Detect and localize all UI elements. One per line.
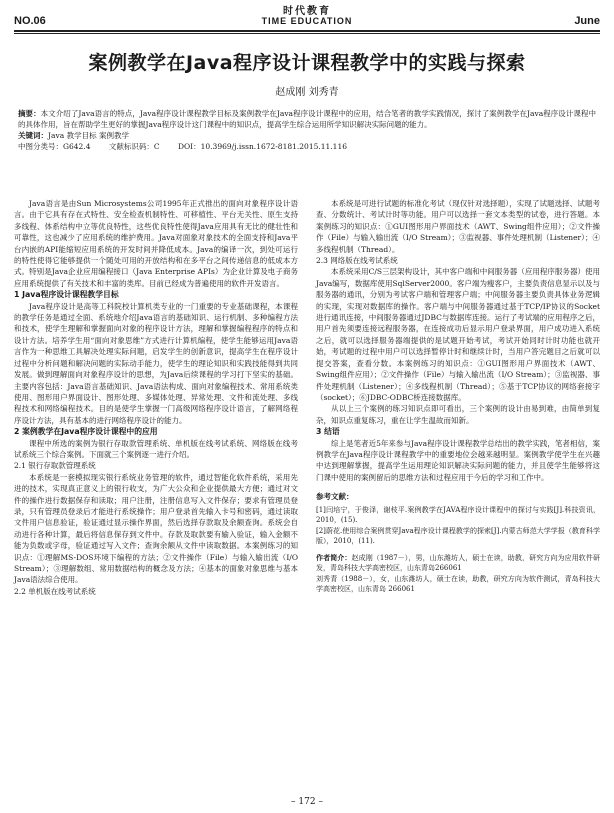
article-title: 案例教学在Java程序设计课程教学中的实践与探索 [88,52,526,74]
author-info [316,553,600,595]
abstract-label: 摘要： [18,109,41,118]
section-heading: 2.2 单机版在线考试系统 [14,586,96,596]
references [316,491,600,546]
author-info-1-text: 赵成刚（1987－），男，山东潍坊人，硕士在读，助教，研究方向为应用软件研发，青岛科技大学高密校区，山东青岛266061 [316,553,600,573]
section-heading: 1 Java程序设计课程教学目标 [14,290,119,300]
author-info-label: 作者简介： [316,553,352,562]
body-paragraph: 本系统采用C/S三层架构设计，其中客户端和中间服务器（应用程序服务器）使用Java编写，数据库使用SqlServer2000。客户端为瘦客户，主要负责信息显示以及与服务器的通讯，分别为考试客户端和管理客户端；中间服务器主要负责具体业务逻辑的实现，实现对数据库的操作。客户端与中间服务器通过基于TCP/IP协议的Socket进行通讯连接，中间服务器通过JDBC与数据库连接。运行了考试端的应用程序之后，用户首先须要连接远程服务器，在连接成功后显示用户登录界面，用户成功进入系统之后，就可以选择服务器端提供的是试题开始考试，考试开始同时计时功能也就开始，考试题的过程中用户可以选择暂停计时和继续计时，当用户答完题目之后就可以提交答案，查看分数。本案例练习的知识点：①GUI图形用户界面技术（AWT、Swing组件应用）；②文件操作（File）与输入输出流（I/O Stream）；③监视器、事件处理机制（Listener）；④多线程机制（Thread）；⑤基于TCP协议的网络套接字（socket）；⑥JDBC-ODBC桥连接数据库。 [316,267,600,402]
left-column [14,198,298,597]
body-columns [14,198,600,597]
body-paragraph: 课程中所选的案例为银行存取款管理系统、单机版在线考试系统、网络版在线考试系统三个综合案例。下面就三个案例逐一进行介绍。 [14,438,298,459]
clc-number: 中图分类号：G642.4 [18,142,91,151]
page-number: – 172 – [291,797,323,807]
header-rule-thin [14,33,600,34]
section-heading: 2.1 银行存取款管理系统 [14,461,96,471]
right-column [316,198,600,597]
body-paragraph: Java程序设计是高等工科院校计算机类专业的一门重要的专业基础课程，本课程的教学任务是通过全面、系统地介绍Java语言的基础知识、运行机制、多种编程方法和技术，使学生理解和掌握面向对象的程序设计方法，理解和掌握编程程序的特点和设计方法。培养学生用“面向对象思维”方式进行计算机编程，使学生能够运用Java语言作为一种思维工具解决处理实际问题，启发学生的创新意识，提高学生在程序设计过程中分析问题和解决问题的实际动手能力，使学生的理论知识和实践技能得到共同发展。做到理解面向对象程序设计的思想，为Java后续课程的学习打下坚实的基础。主要内容包括：Java语言基础知识、Java语法构成、面向对象编程技术、常用系统类使用、图形用户界面设计、图形处理、多媒体处理、异常处理、文件和流处理、多线程技术和网络编程技术。目的是使学生掌握一门高级网络程序设计语言，了解网络程序设计方法，具有基本的进行网络程序设计的能力。 [14,301,298,425]
author-info-2: 刘秀青（1988－），女，山东潍坊人，硕士在读，助教，研究方向为软件测试，青岛科技大学高密校区，山东青岛 266061 [316,574,600,594]
abstract-text: 本文介绍了Java语言的特点，Java程序设计课程教学目标及案例教学在Java程序设计课程中的应用，结合笔者的教学实践情况，探讨了案例教学在Java程序设计课程中的具体作用，旨在帮助学生更好的掌握Java程序设计这门课程中的知识点，提高学生综合运用所学知识解决实际问题的能力。 [18,109,596,129]
issue-month: June [574,15,600,27]
article-authors: 赵成刚 刘秀青 [275,87,339,98]
abstract [14,108,600,130]
keywords-label: 关键词： [18,131,48,140]
right-column-body [316,198,600,483]
section-heading: 2 案例教学在Java程序设计课程中的应用 [14,427,158,437]
journal-name-en: TIME EDUCATION [261,16,353,26]
journal-name-cn: 时代教育 [283,6,331,17]
references-title: 参考文献： [316,492,354,502]
body-paragraph: 综上是笔者近5年来参与Java程序设计课程教学总结出的教学实践，笔者相信，案例教学在Java程序设计课程教学中的重要地位会越来越明显。案例教学使学生在兴趣中达到理解掌握，提高学生运用理论知识解决实际问题的能力，并且使学生能够将这门课中使用的案例留后的思维方法和过程应用于今后的学习和工作中。 [316,438,600,482]
section-heading: 3 结语 [316,427,340,437]
body-paragraph: 本系统是一套模拟现实银行系统业务管理的软件，通过智能化软件系统，采用先进的技术，实现真正意义上的银行收支，为广大公众和企业提供最大方便；通过对文件的操作进行数据保存和读取；用户注册，注册信息写入文件保存；要求有管理员登录，只有管理员登录后才能进行系统操作；用户登录首先输入卡号和密码，通过读取文件用户信息验证，验证通过显示操作界面，然后选择存款取及余额查询。系统会自动进行各种计算，最后将信息保存到文件中。存款及取款要有输入验证，输入金额不能为负数或字母，验证通过写入文件；查询余额从文件中读取数据。本案例练习的知识点：①理解MS-DOS环境下编程的方法；②文件操作（File）与输入输出流（I/O Stream）；③理解数组、常用数据结构的概念及方法；④基本的面象对象思维与基本Java语法综合使用。 [14,472,298,585]
reference-item: [1]闫培宁，于俊泽，谢枝平.案例教学在JAVA程序设计课程中的探讨与实践[J].科技资讯，2010，(15). [316,505,600,525]
header-rule [14,30,600,32]
keywords [14,130,600,141]
article-meta [14,141,600,152]
document-code: 文献标识码：C [108,142,160,151]
body-paragraph: 本系统是可进行试题的标准化考试（现仅针对选择题），实现了试题选择、试题考查、分数统计、考试计时等功能。用户可以选择一套文本类型的试卷，进行答题。本案例练习的知识点：①GUI图形用户界面技术（AWT、Swing组件应用）；②文件操作（File）与输入输出流（I/O Stream）；③监视器、事件处理机制（Listener）；④多线程机制（Thread）。 [316,199,600,254]
section-heading: 2.3 网络版在线考试系统 [316,256,398,266]
body-paragraph: Java语言是由Sun Microsystems公司1995年正式推出的面向对象程序设计语言。由于它具有存在式特性、安全检查机制特性、可移植性、平台无关性、原生支持多线程、体系结构中立等优良特性，这些优良特性使得Java应用具有无比的健壮性和可靠性，这也减少了应用系统的维护费用。Java对面象对象技术的全面支持和Java平台内嵌的API能缩短应用系统的开发时间并降低成本。Java的编译一次，到处可运行的特性使得它能够提供一个随处可用的开放结构和在多平台之间传递信息的低成本方式。特别是Java企业应用编程接口（Java Enterprise APIs）为企业计算及电子商务应用系统提供了有关技术和丰富的类库。目前已经成为普遍使用的软件开发语言。 [14,199,298,288]
author-info-1 [316,553,600,574]
body-paragraph: 从以上三个案例的练习知识点即可看出，三个案例的设计由易到难，由简单到复杂，知识点重复练习，重在让学生温故而知新。 [316,404,600,425]
masthead [14,0,600,34]
doi: DOI：10.3969/j.issn.1672-8181.2015.11.116 [178,142,347,151]
issue-number: NO.06 [14,15,46,27]
reference-item: [2]蔚花.使用综合案例贯穿Java程序设计课程教学的探索[J].内蒙古师范大学学报（教育科学版），2010，(11). [316,526,600,546]
keywords-text: Java 教学目标 案例教学 [48,131,129,140]
